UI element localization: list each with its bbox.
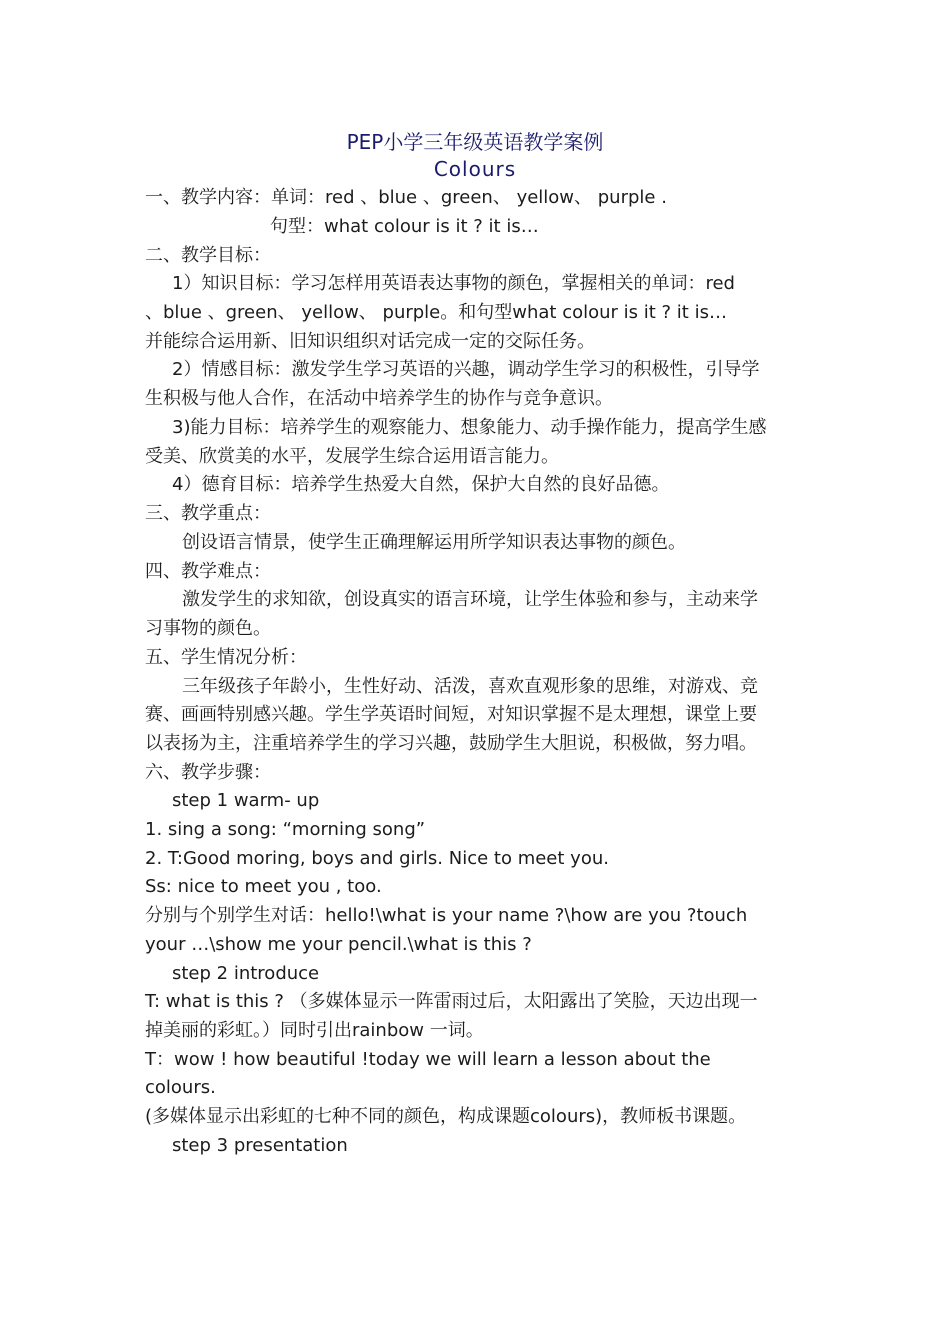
content-line: 3)能力目标：培养学生的观察能力、想象能力、动手操作能力，提高学生感: [172, 417, 767, 438]
step-heading: step 1 warm- up: [172, 790, 320, 811]
step-heading: step 3 presentation: [172, 1135, 348, 1156]
content-line: 习事物的颜色。: [145, 618, 271, 639]
document-title: PEP小学三年级英语教学案例: [346, 130, 604, 154]
content-line: colours.: [145, 1077, 216, 1098]
content-line: 赛、画画特别感兴趣。学生学英语时间短，对知识掌握不是太理想，课堂上要: [145, 704, 757, 725]
section-heading: 三、教学重点：: [145, 503, 271, 524]
content-line: 、blue 、green、 yellow、 purple。和句型what colour is it ? it is…: [145, 302, 727, 323]
content-line: 1）知识目标：学习怎样用英语表达事物的颜色，掌握相关的单词：red: [172, 273, 735, 294]
content-line: 4）德育目标：培养学生热爱大自然，保护大自然的良好品德。: [172, 474, 670, 495]
document-subtitle: Colours: [433, 157, 517, 181]
step-heading: step 2 introduce: [172, 963, 320, 984]
content-line: 创设语言情景，使学生正确理解运用所学知识表达事物的颜色。: [182, 532, 686, 553]
content-line: 激发学生的求知欲，创设真实的语言环境，让学生体验和参与，主动来学: [182, 589, 758, 610]
content-line: 一、教学内容：单词：red 、blue 、green、 yellow、 purple .: [145, 187, 667, 208]
content-line: 三年级孩子年龄小，生性好动、活泼，喜欢直观形象的思维，对游戏、竞: [182, 676, 758, 697]
content-line: 2）情感目标：激发学生学习英语的兴趣，调动学生学习的积极性，引导学: [172, 359, 760, 380]
section-heading: 五、学生情况分析：: [145, 647, 307, 668]
content-line: 并能综合运用新、旧知识组织对话完成一定的交际任务。: [145, 331, 595, 352]
content-line: 2. T:Good moring, boys and girls. Nice to meet you.: [145, 848, 609, 869]
content-line: T: what is this ? （多媒体显示一阵雷雨过后，太阳露出了笑脸，天边出现一: [145, 991, 758, 1012]
content-line: 分别与个别学生对话：hello!\what is your name ?\how are you ?touch: [145, 905, 748, 926]
content-line: (多媒体显示出彩虹的七种不同的颜色，构成课题colours)，教师板书课题。: [145, 1106, 747, 1127]
section-heading: 六、教学步骤：: [145, 762, 271, 783]
content-line: T：wow ! how beautiful !today we will learn a lesson about the: [145, 1049, 711, 1070]
content-line: 生积极与他人合作，在活动中培养学生的协作与竞争意识。: [145, 388, 613, 409]
section-heading: 四、教学难点：: [145, 561, 271, 582]
content-line: 掉美丽的彩虹。）同时引出rainbow 一词。: [145, 1020, 484, 1041]
content-line: 受美、欣赏美的水平，发展学生综合运用语言能力。: [145, 446, 559, 467]
section-heading: 二、教学目标：: [145, 245, 271, 266]
content-line: 以表扬为主，注重培养学生的学习兴趣，鼓励学生大胆说，积极做，努力唱。: [145, 733, 757, 754]
content-line: your …\show me your pencil.\what is this ?: [145, 934, 532, 955]
content-line: Ss: nice to meet you , too.: [145, 876, 382, 897]
content-line: 句型：what colour is it ? it is…: [270, 216, 539, 237]
content-line: 1. sing a song: “morning song”: [145, 819, 426, 840]
